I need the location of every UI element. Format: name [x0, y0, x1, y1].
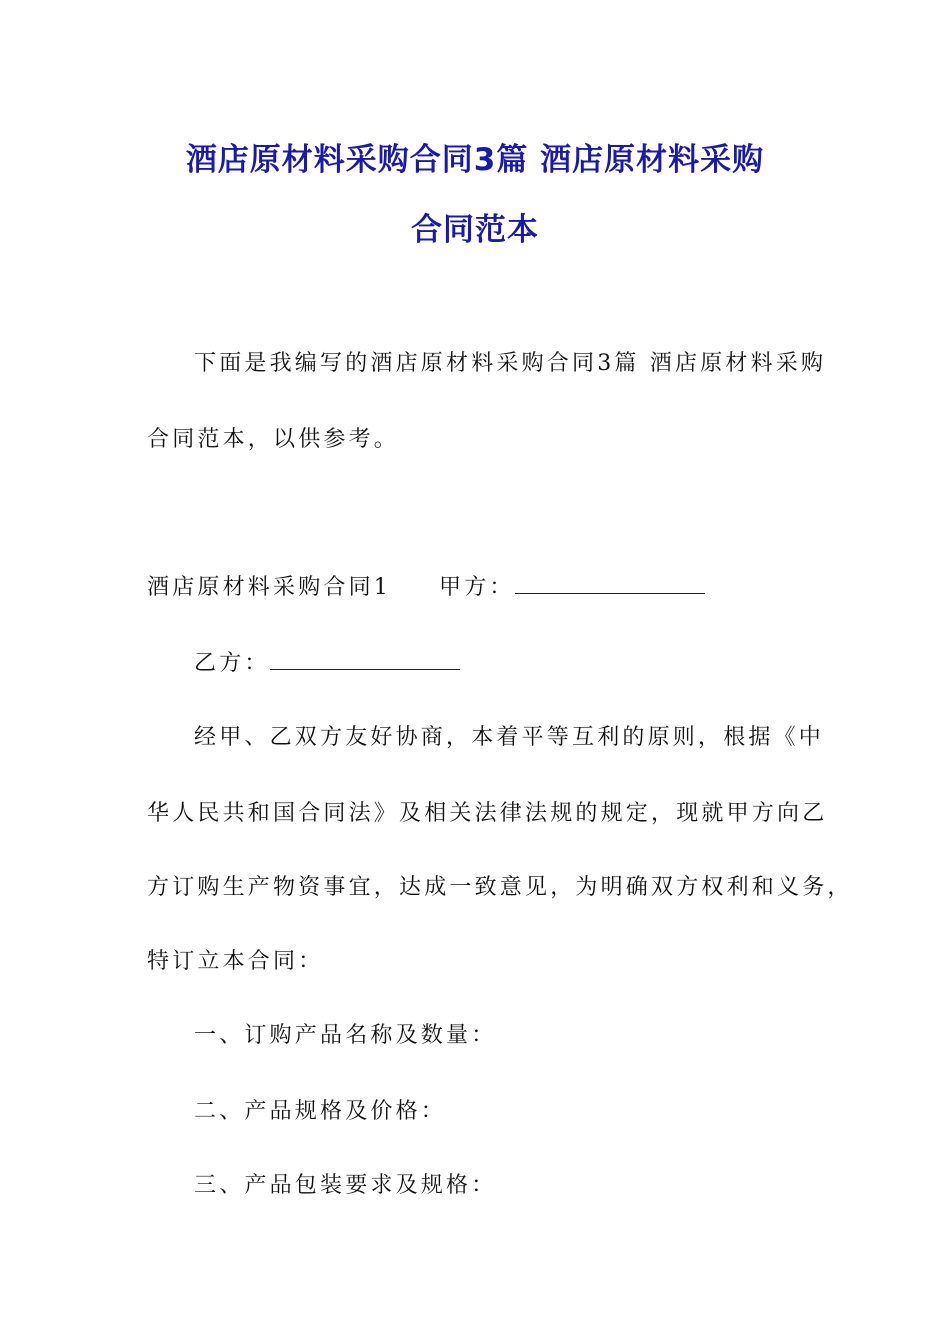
paragraph-line-1: 经甲、乙双方友好协商，本着平等互利的原则，根据《中 [194, 725, 825, 750]
paragraph-line-4: 特订立本合同： [147, 949, 324, 974]
document-title-line-1: 酒店原材料采购合同3篇 酒店原材料采购 [185, 142, 765, 178]
document-title-line-2: 合同范本 [411, 212, 539, 248]
party-b-label: 乙方： [194, 651, 270, 676]
contract-heading-row [147, 570, 705, 601]
party-b-blank [270, 649, 460, 670]
clause-2: 二、产品规格及价格： [194, 1099, 447, 1124]
paragraph-line-3: 方订购生产物资事宜，达成一致意见，为明确双方权利和义务， [147, 875, 853, 900]
paragraph-line-2: 华人民共和国合同法》及相关法律法规的规定，现就甲方向乙 [147, 801, 828, 826]
contract-heading: 酒店原材料采购合同1 [147, 575, 391, 600]
intro-line-2: 合同范本，以供参考。 [147, 427, 400, 452]
party-a-blank [515, 573, 705, 594]
party-a-label: 甲方： [439, 575, 515, 600]
party-b-row [194, 646, 460, 677]
clause-3: 三、产品包装要求及规格： [194, 1173, 497, 1198]
intro-line-1: 下面是我编写的酒店原材料采购合同3篇 酒店原材料采购 [194, 351, 827, 376]
clause-1: 一、订购产品名称及数量： [194, 1023, 497, 1048]
